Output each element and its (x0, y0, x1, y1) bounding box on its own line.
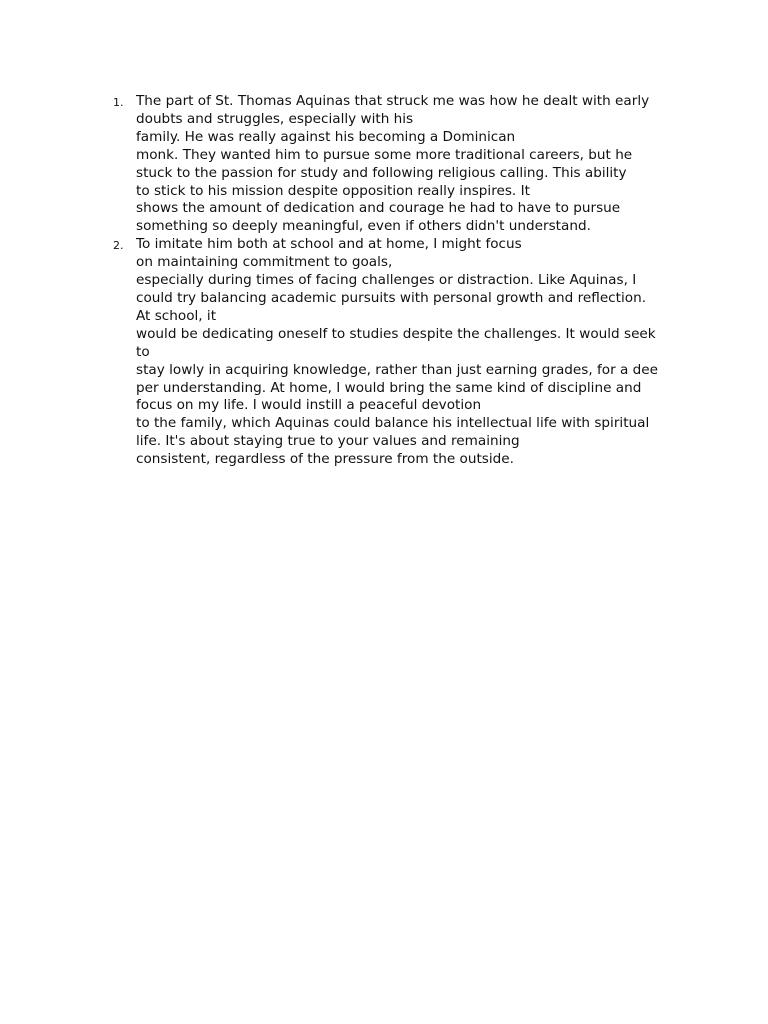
text-line: The part of St. Thomas Aquinas that struck me was how he dealt with early (136, 93, 650, 109)
text-line: At school, it (136, 307, 217, 324)
text-line: monk. They wanted him to pursue some more traditional careers, but he (136, 146, 633, 163)
text-line: doubts and struggles, especially with his (136, 110, 414, 127)
text-line: shows the amount of dedication and courage he had to have to pursue (136, 200, 621, 217)
text-line: could try balancing academic pursuits with personal growth and reflection. (136, 289, 647, 306)
text-line: consistent, regardless of the pressure from the outside. (136, 451, 514, 468)
list-marker: 2. (113, 239, 124, 253)
text-line: to the family, which Aquinas could balance his intellectual life with spiritual (136, 415, 650, 432)
text-line: family. He was really against his becoming a Dominican (136, 128, 516, 145)
text-line: to (136, 343, 150, 360)
numbered-list (0, 93, 768, 469)
text-line: something so deeply meaningful, even if others didn't understand. (136, 218, 591, 235)
text-line: would be dedicating oneself to studies despite the challenges. It would seek (136, 325, 656, 342)
text-line: To imitate him both at school and at home, I might focus (136, 236, 522, 253)
text-line: focus on my life. I would instill a peaceful devotion (136, 397, 482, 414)
list-marker: 1. (113, 96, 124, 109)
text-line: stay lowly in acquiring knowledge, rather than just earning grades, for a dee (136, 361, 659, 378)
list-item-2 (0, 236, 696, 469)
text-line: on maintaining commitment to goals, (136, 254, 393, 271)
text-line: life. It's about staying true to your values and remaining (136, 433, 520, 450)
text-line: stuck to the passion for study and following religious calling. This ability (136, 164, 627, 181)
text-line: especially during times of facing challenges or distraction. Like Aquinas, I (136, 272, 637, 289)
list-item-1 (0, 93, 696, 236)
text-line: to stick to his mission despite opposition really inspires. It (136, 182, 530, 199)
text-line: per understanding. At home, I would bring the same kind of discipline and (136, 379, 642, 396)
